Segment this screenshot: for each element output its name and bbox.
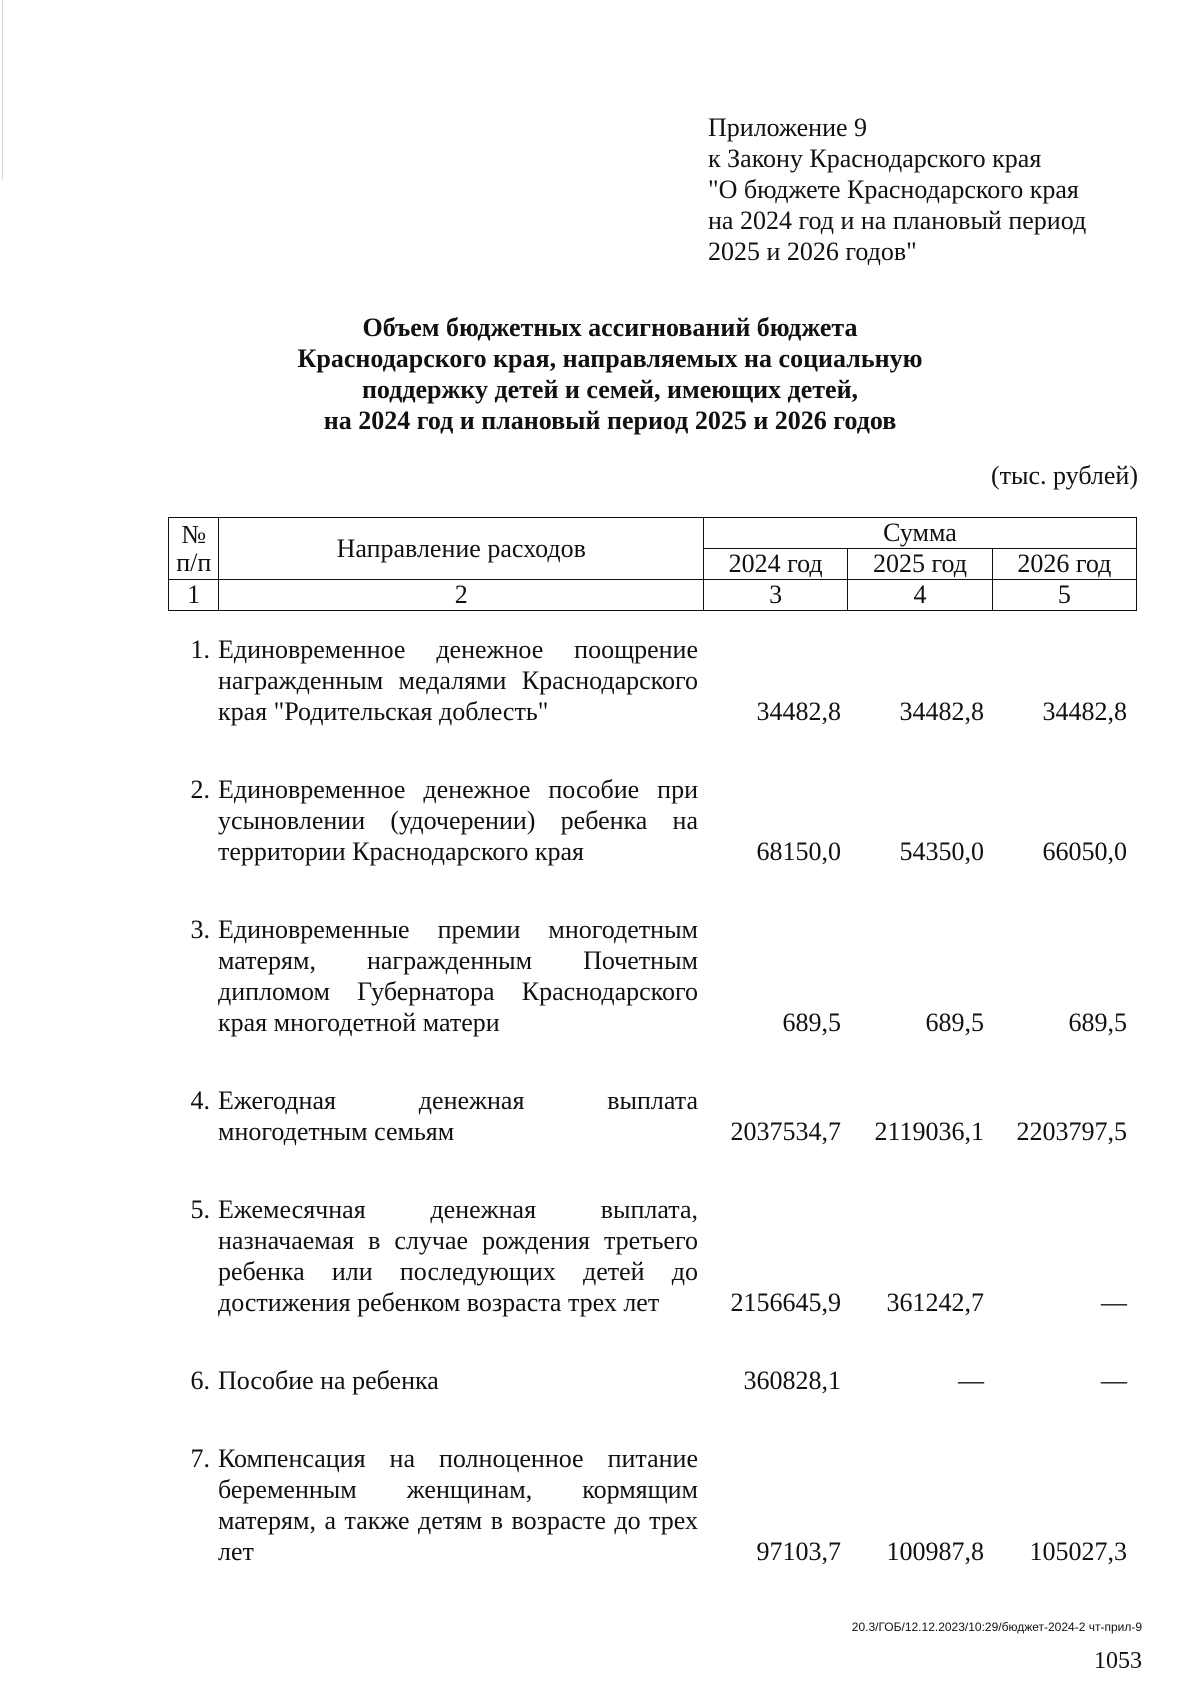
row-number: 2. <box>190 775 210 804</box>
row-value-2026: 105027,3 <box>1029 1537 1127 1566</box>
row-number: 3. <box>190 915 210 944</box>
title-line: Краснодарского края, направляемых на социальную <box>297 344 923 373</box>
row-value-2025: 689,5 <box>925 1008 984 1037</box>
appendix-line: к Закону Краснодарского края <box>708 144 1042 173</box>
row-number: 1. <box>190 635 210 664</box>
col-number: 2 <box>219 580 704 611</box>
scan-margin-line <box>2 0 3 180</box>
table-row <box>168 1365 1137 1396</box>
table-row <box>168 774 1137 867</box>
row-value-2025: — <box>958 1366 984 1395</box>
appendix-line: "О бюджете Краснодарского края <box>708 175 1079 204</box>
row-name: Единовременные премии многодетным матерям, награжденным Почетным дипломом Губернатора Краснодарского края многодетной матери <box>218 915 698 1037</box>
row-value-2025: 2119036,1 <box>874 1117 984 1146</box>
document-title <box>160 312 1060 436</box>
col-number: 3 <box>703 580 847 611</box>
table-body <box>168 634 1137 1567</box>
row-value-2025: 361242,7 <box>886 1288 984 1317</box>
row-value-2026: 2203797,5 <box>1016 1117 1127 1146</box>
appendix-line: 2025 и 2026 годов" <box>708 237 917 266</box>
header-year: 2025 год <box>848 549 992 580</box>
row-value-2024: 2037534,7 <box>730 1117 841 1146</box>
title-line: на 2024 год и плановый период 2025 и 2026 годов <box>323 406 897 435</box>
row-value-2025: 34482,8 <box>899 697 984 726</box>
document-code: 20.3/ГОБ/12.12.2023/10:29/бюджет-2024-2 чт-прил-9 <box>851 1620 1142 1634</box>
page-number: 1053 <box>1094 1648 1142 1674</box>
row-value-2024: 68150,0 <box>756 837 841 866</box>
row-number: 7. <box>190 1444 210 1473</box>
col-number: 5 <box>992 580 1136 611</box>
row-value-2024: 2156645,9 <box>730 1288 841 1317</box>
header-num: № п/п <box>169 518 219 580</box>
row-value-2024: 360828,1 <box>743 1366 841 1395</box>
col-number: 1 <box>169 580 219 611</box>
table-row <box>168 1194 1137 1318</box>
row-name: Единовременное денежное поощрение награжденным медалями Краснодарского края "Родительская доблесть" <box>218 635 698 726</box>
row-name: Ежемесячная денежная выплата, назначаемая в случае рождения третьего ребенка или последующих детей до достижения ребенком возраста трех лет <box>218 1195 698 1317</box>
row-value-2026: — <box>1101 1366 1127 1395</box>
row-value-2026: 34482,8 <box>1042 697 1127 726</box>
row-value-2024: 689,5 <box>782 1008 841 1037</box>
row-name: Пособие на ребенка <box>218 1366 439 1395</box>
header-year: 2026 год <box>992 549 1136 580</box>
row-value-2026: 689,5 <box>1068 1008 1127 1037</box>
header-year: 2024 год <box>703 549 847 580</box>
row-name: Единовременное денежное пособие при усыновлении (удочерении) ребенка на территории Краснодарского края <box>218 775 698 866</box>
title-line: Объем бюджетных ассигнований бюджета <box>362 313 858 342</box>
row-number: 4. <box>190 1086 210 1115</box>
row-value-2026: 66050,0 <box>1042 837 1127 866</box>
units-label: (тыс. рублей) <box>990 461 1138 490</box>
table-row <box>168 634 1137 727</box>
row-number: 6. <box>190 1366 210 1395</box>
table-header <box>168 517 1137 611</box>
table-row <box>168 914 1137 1038</box>
title-line: поддержку детей и семей, имеющих детей, <box>361 375 859 404</box>
table-row <box>168 1085 1137 1147</box>
row-value-2026: — <box>1101 1288 1127 1317</box>
header-sum: Сумма <box>703 518 1136 549</box>
header-direction: Направление расходов <box>219 518 704 580</box>
row-value-2024: 97103,7 <box>756 1537 841 1566</box>
appendix-header <box>708 112 1086 267</box>
row-value-2025: 54350,0 <box>899 837 984 866</box>
row-name: Компенсация на полноценное питание беременным женщинам, кормящим матерям, а также детям в возрасте до трех лет <box>218 1444 698 1566</box>
table-row <box>168 1443 1137 1567</box>
row-value-2025: 100987,8 <box>886 1537 984 1566</box>
appendix-line: на 2024 год и на плановый период <box>708 206 1087 235</box>
col-number: 4 <box>848 580 992 611</box>
row-name: Ежегодная денежная выплата многодетным семьям <box>218 1086 698 1146</box>
row-value-2024: 34482,8 <box>756 697 841 726</box>
appendix-line: Приложение 9 <box>708 113 868 142</box>
row-number: 5. <box>190 1195 210 1224</box>
